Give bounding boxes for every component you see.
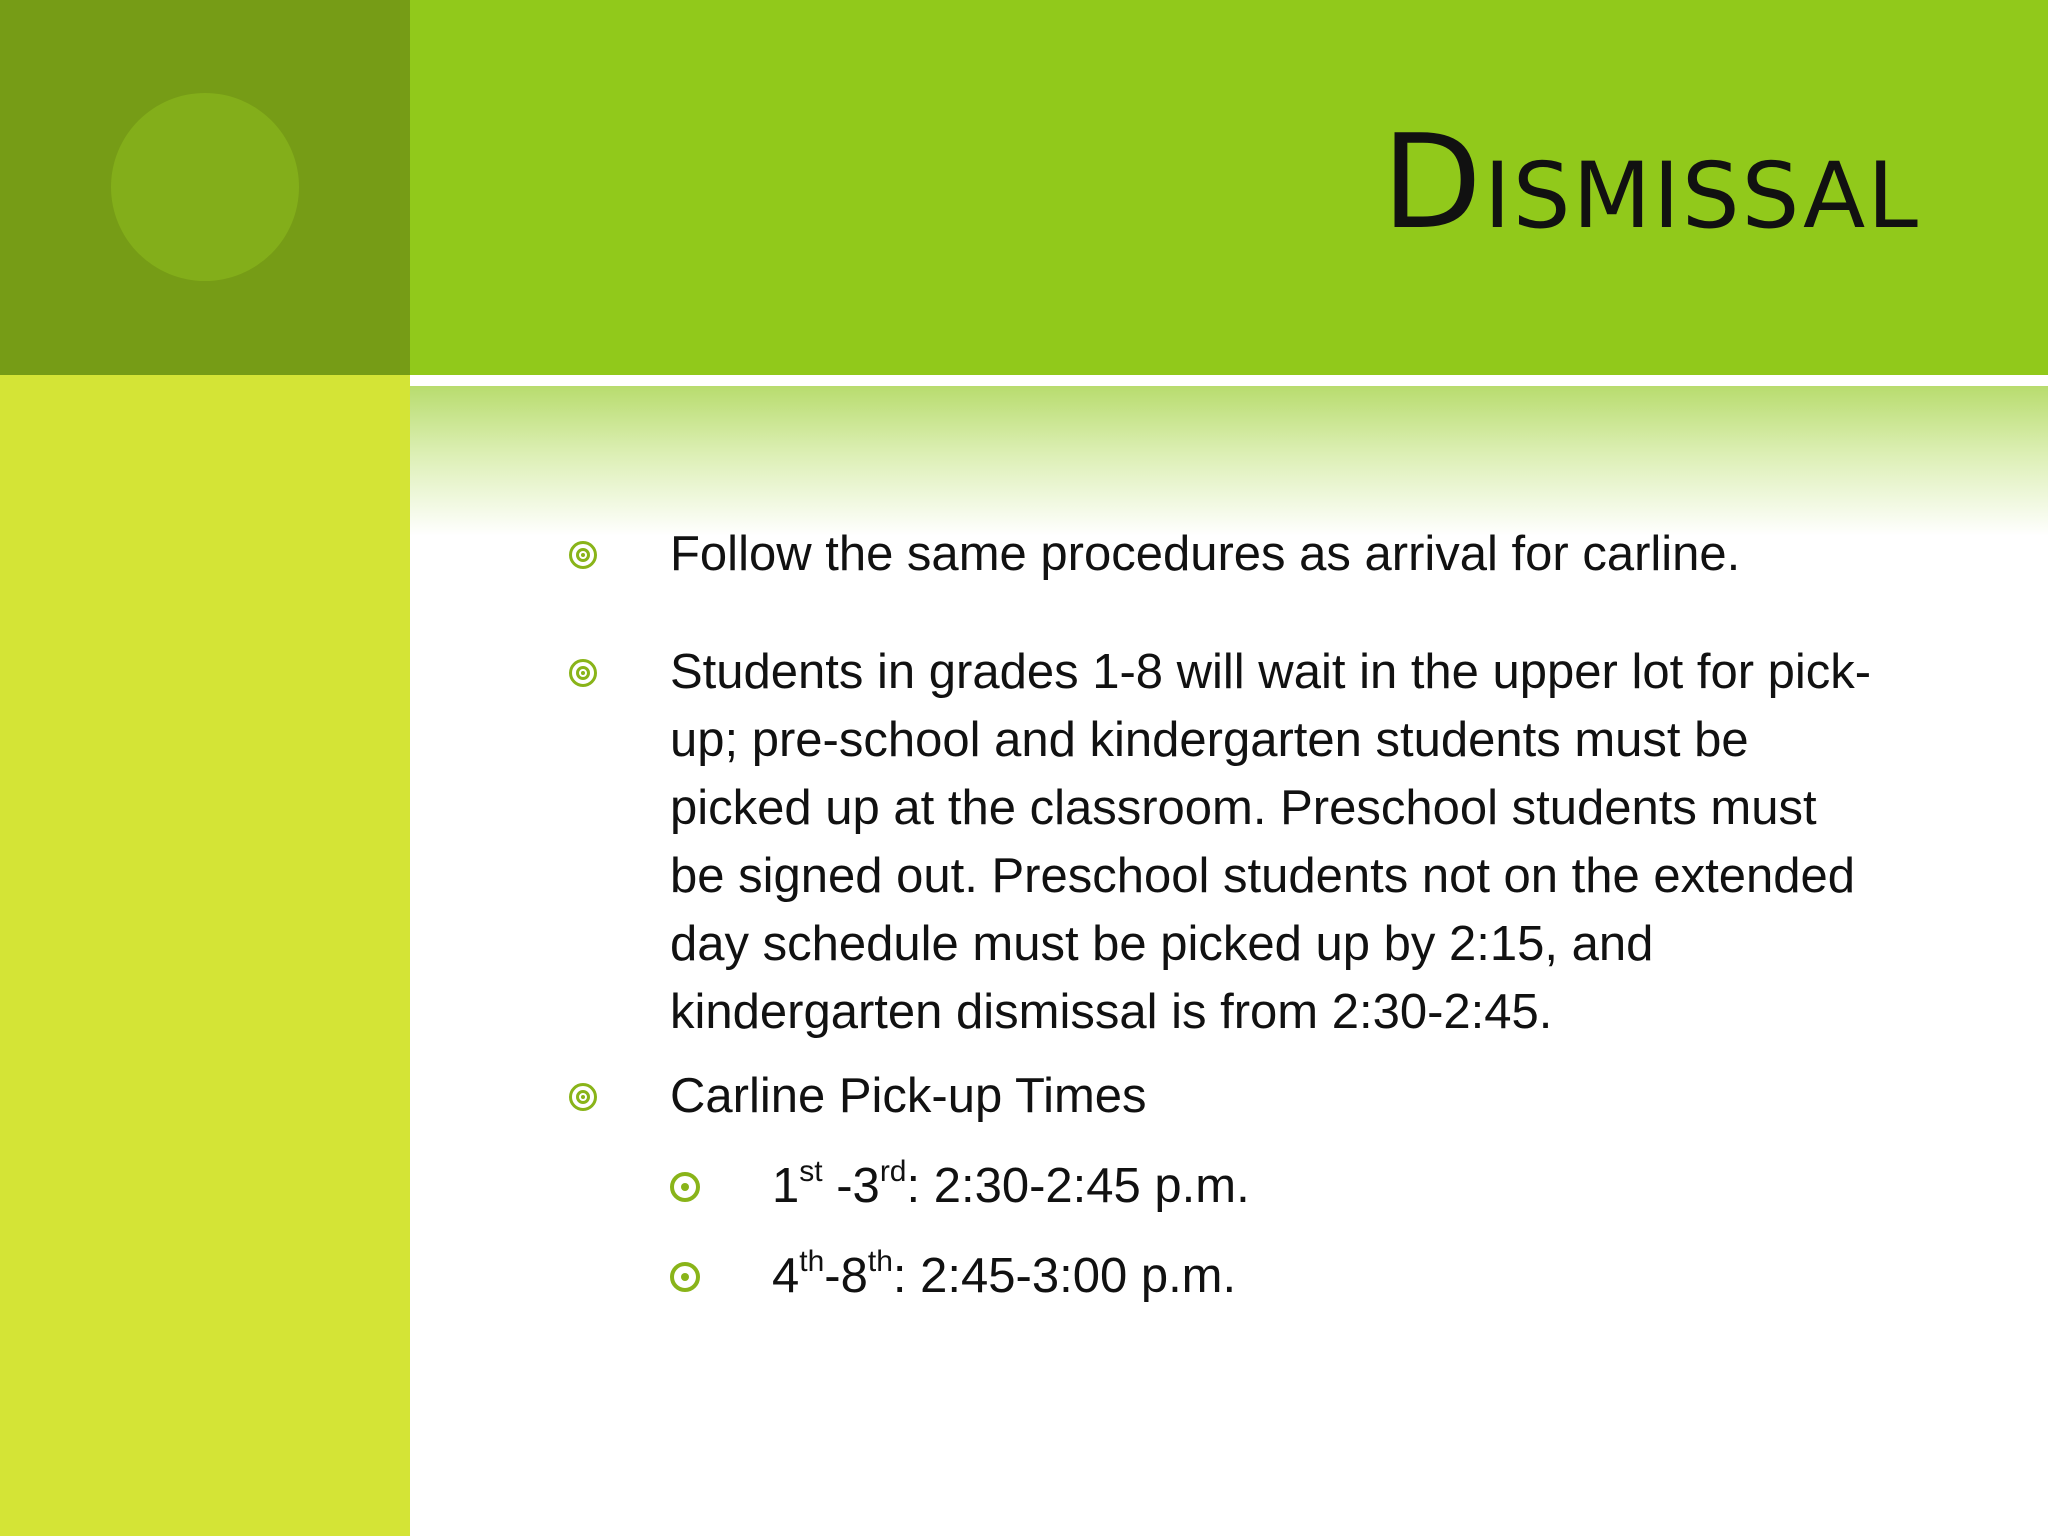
grade-end-suffix: rd [879, 1154, 907, 1188]
target-bullet-icon [569, 1083, 597, 1111]
grade-end: 8 [840, 1249, 868, 1303]
grade-start: 4 [772, 1249, 800, 1303]
bullet-item [560, 520, 1880, 588]
grade-end-suffix: th [867, 1244, 893, 1278]
bullet-item [560, 638, 1880, 1046]
grade-end: 3 [852, 1159, 880, 1213]
target-bullet-icon [569, 541, 597, 569]
bullet-text: Follow the same procedures as arrival for carline. [670, 527, 1741, 581]
header-divider [410, 375, 2048, 386]
grade-start-suffix: st [799, 1154, 823, 1188]
bullet-text: Students in grades 1-8 will wait in the upper lot for pick-up; pre-school and kindergarten students must be picked up at the classroom. Preschool students must be signed out. Preschool students not on the extended day schedule must be picked up by 2:15, and kindergarten dismissal is from 2:30-2:45. [670, 645, 1872, 1039]
target-bullet-icon [569, 659, 597, 687]
decorative-circle [111, 93, 299, 281]
grade-start-suffix: th [799, 1244, 825, 1278]
pickup-time: : 2:45-3:00 p.m. [892, 1249, 1237, 1303]
slide-title: Dismissal [1381, 106, 1920, 258]
grade-separator: - [824, 1249, 841, 1303]
bullet-item [560, 1062, 1880, 1130]
sub-bullet-item [560, 1242, 1880, 1310]
header-gradient-fade [410, 386, 2048, 536]
grade-separator: - [822, 1159, 853, 1213]
sub-bullet-item [560, 1152, 1880, 1220]
dot-circle-bullet-icon [670, 1172, 700, 1202]
pickup-time: : 2:30-2:45 p.m. [906, 1159, 1250, 1213]
slide-content [560, 520, 1880, 1332]
bullet-text: Carline Pick-up Times [670, 1069, 1147, 1123]
grade-start: 1 [772, 1159, 800, 1213]
corner-block [0, 0, 410, 375]
left-sidebar-bar [0, 375, 410, 1536]
dot-circle-bullet-icon [670, 1262, 700, 1292]
